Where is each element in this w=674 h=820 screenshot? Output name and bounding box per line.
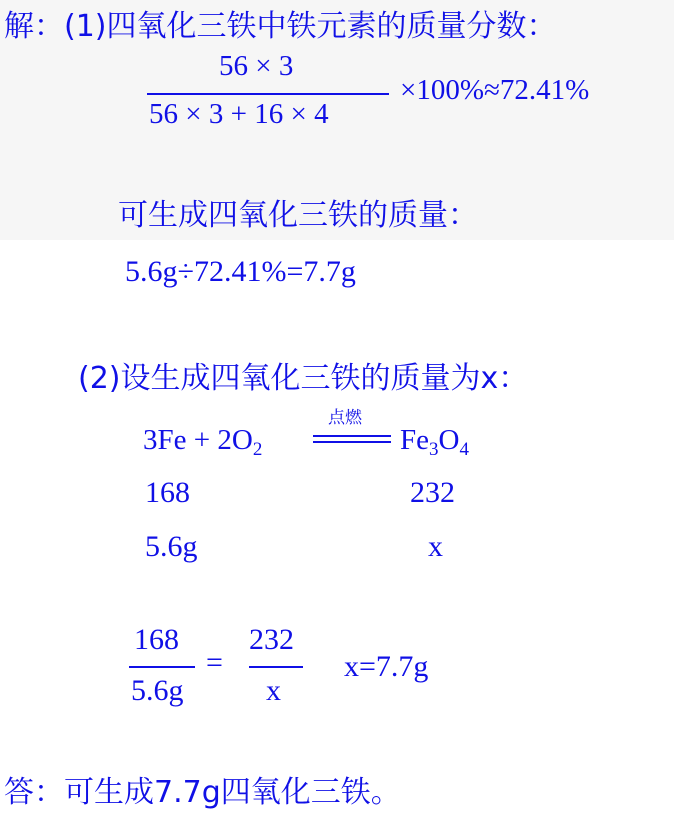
unknown-mass: x [428, 530, 443, 563]
ratio-right: 232 [410, 476, 455, 509]
proportion-denominator-2: x [266, 674, 281, 707]
chemical-equation-right: $Fe_3O_4$ [400, 424, 469, 460]
equation-bar-lower [313, 441, 391, 443]
fraction-percent: ×100%≈72.41% [400, 74, 590, 106]
fraction-bar [147, 93, 389, 95]
reaction-condition: 点燃 [328, 408, 362, 428]
proportion-numerator-2: 232 [249, 623, 294, 656]
proportion-denominator-1: 5.6g [131, 674, 184, 707]
equation-bar-upper [313, 435, 391, 437]
proportion-equals: = [206, 646, 223, 679]
ratio-left: 168 [145, 476, 190, 509]
given-mass: 5.6g [145, 530, 198, 563]
proportion-bar-1 [129, 666, 195, 668]
part2-heading: (2)设生成四氧化三铁的质量为x： [78, 361, 529, 396]
fraction-numerator: 56 × 3 [219, 50, 294, 82]
mass-label: 可生成四氧化三铁的质量： [118, 198, 478, 233]
mass-calculation: 5.6g÷72.41%=7.7g [125, 255, 356, 288]
chemical-equation-left: $3Fe + 2O_2$ [143, 424, 263, 460]
fraction-denominator: 56 × 3 + 16 × 4 [149, 98, 329, 130]
proportion-numerator-1: 168 [134, 623, 179, 656]
proportion-bar-2 [249, 666, 303, 668]
answer: 答：可生成7.7g四氧化三铁。 [4, 775, 401, 810]
part1-heading: 解：(1)四氧化三铁中铁元素的质量分数： [4, 9, 557, 44]
proportion-result: x=7.7g [344, 650, 429, 683]
